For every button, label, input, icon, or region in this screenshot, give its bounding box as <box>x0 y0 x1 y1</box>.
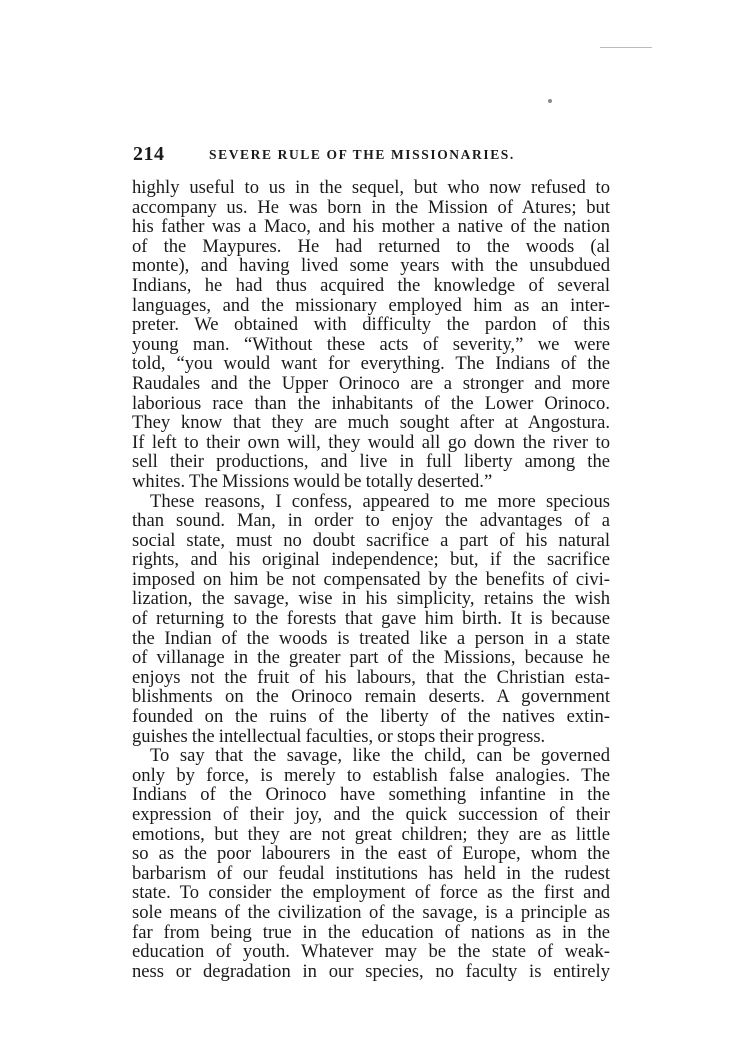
text-line: preter. We obtained with difficulty the pardon of this <box>132 314 610 336</box>
text-line: Indians, he had thus acquired the knowledge of several <box>132 274 610 296</box>
page-header <box>133 143 613 167</box>
text-line: monte), and having lived some years with the unsubdued <box>132 255 610 277</box>
text-line: education of youth. Whatever may be the state of weak- <box>132 941 610 963</box>
text-line: Indians of the Orinoco have something infantine in the <box>132 784 610 806</box>
running-head: SEVERE RULE OF THE MISSIONARIES. <box>209 147 515 162</box>
text-line: These reasons, I confess, appeared to me more specious <box>150 490 610 512</box>
text-line: accompany us. He was born in the Mission of Atures; but <box>132 196 610 218</box>
text-line: imposed on him be not compensated by the benefits of civi- <box>132 568 610 590</box>
text-line: of returning to the forests that gave him birth. It is because <box>132 608 610 630</box>
text-line: If left to their own will, they would all go down the river to <box>132 431 610 453</box>
text-line: highly useful to us in the sequel, but who now refused to <box>132 177 610 198</box>
text-line: emotions, but they are not great children; they are as little <box>132 823 610 845</box>
page-number: 214 <box>133 143 165 165</box>
text-line: rights, and his original independence; but, if the sacrifice <box>132 549 610 571</box>
text-line: of villanage in the greater part of the Missions, because he <box>132 647 610 669</box>
body-text <box>132 178 610 981</box>
text-line: laborious race than the inhabitants of the Lower Orinoco. <box>132 392 610 414</box>
text-line: founded on the ruins of the liberty of the natives extin- <box>132 706 610 728</box>
text-line: expression of their joy, and the quick succession of their <box>132 804 610 825</box>
text-line: Raudales and the Upper Orinoco are a stronger and more <box>132 372 610 394</box>
text-line: young man. “Without these acts of severity,” we were <box>132 333 610 355</box>
text-line: They know that they are much sought after at Angostura. <box>132 412 610 434</box>
text-line: the Indian of the woods is treated like a person in a state <box>132 627 610 649</box>
text-line: state. To consider the employment of force as the first and <box>132 882 610 904</box>
text-line: than sound. Man, in order to enjoy the advantages of a <box>132 510 610 532</box>
text-line: so as the poor labourers in the east of Europe, whom the <box>132 843 610 865</box>
text-line: sell their productions, and live in full liberty among the <box>132 451 610 473</box>
text-line: To say that the savage, like the child, can be governed <box>150 745 610 767</box>
text-line: guishes the intellectual faculties, or stops their progress. <box>132 725 546 747</box>
text-line: sole means of the civilization of the savage, is a principle as <box>132 901 610 923</box>
page-edge-mark <box>600 47 652 48</box>
text-line: social state, must no doubt sacrifice a part of his natural <box>132 529 610 551</box>
text-line: whites. The Missions would be totally deserted.” <box>132 470 493 492</box>
text-line: far from being true in the education of nations as in the <box>132 921 610 943</box>
text-line: languages, and the missionary employed him as an inter- <box>132 294 610 316</box>
text-line: barbarism of our feudal institutions has held in the rudest <box>132 862 610 884</box>
text-line: only by force, is merely to establish false analogies. The <box>132 764 610 786</box>
text-line: his father was a Maco, and his mother a native of the nation <box>132 216 610 238</box>
ink-speck <box>548 99 552 103</box>
text-line: ness or degradation in our species, no faculty is entirely <box>132 960 610 982</box>
text-line: lization, the savage, wise in his simplicity, retains the wish <box>132 588 610 610</box>
text-line: told, “you would want for everything. The Indians of the <box>132 353 610 375</box>
text-line: enjoys not the fruit of his labours, that the Christian esta- <box>132 666 610 688</box>
text-line: of the Maypures. He had returned to the woods (al <box>132 235 610 257</box>
text-line: blishments on the Orinoco remain deserts. A government <box>132 686 610 708</box>
